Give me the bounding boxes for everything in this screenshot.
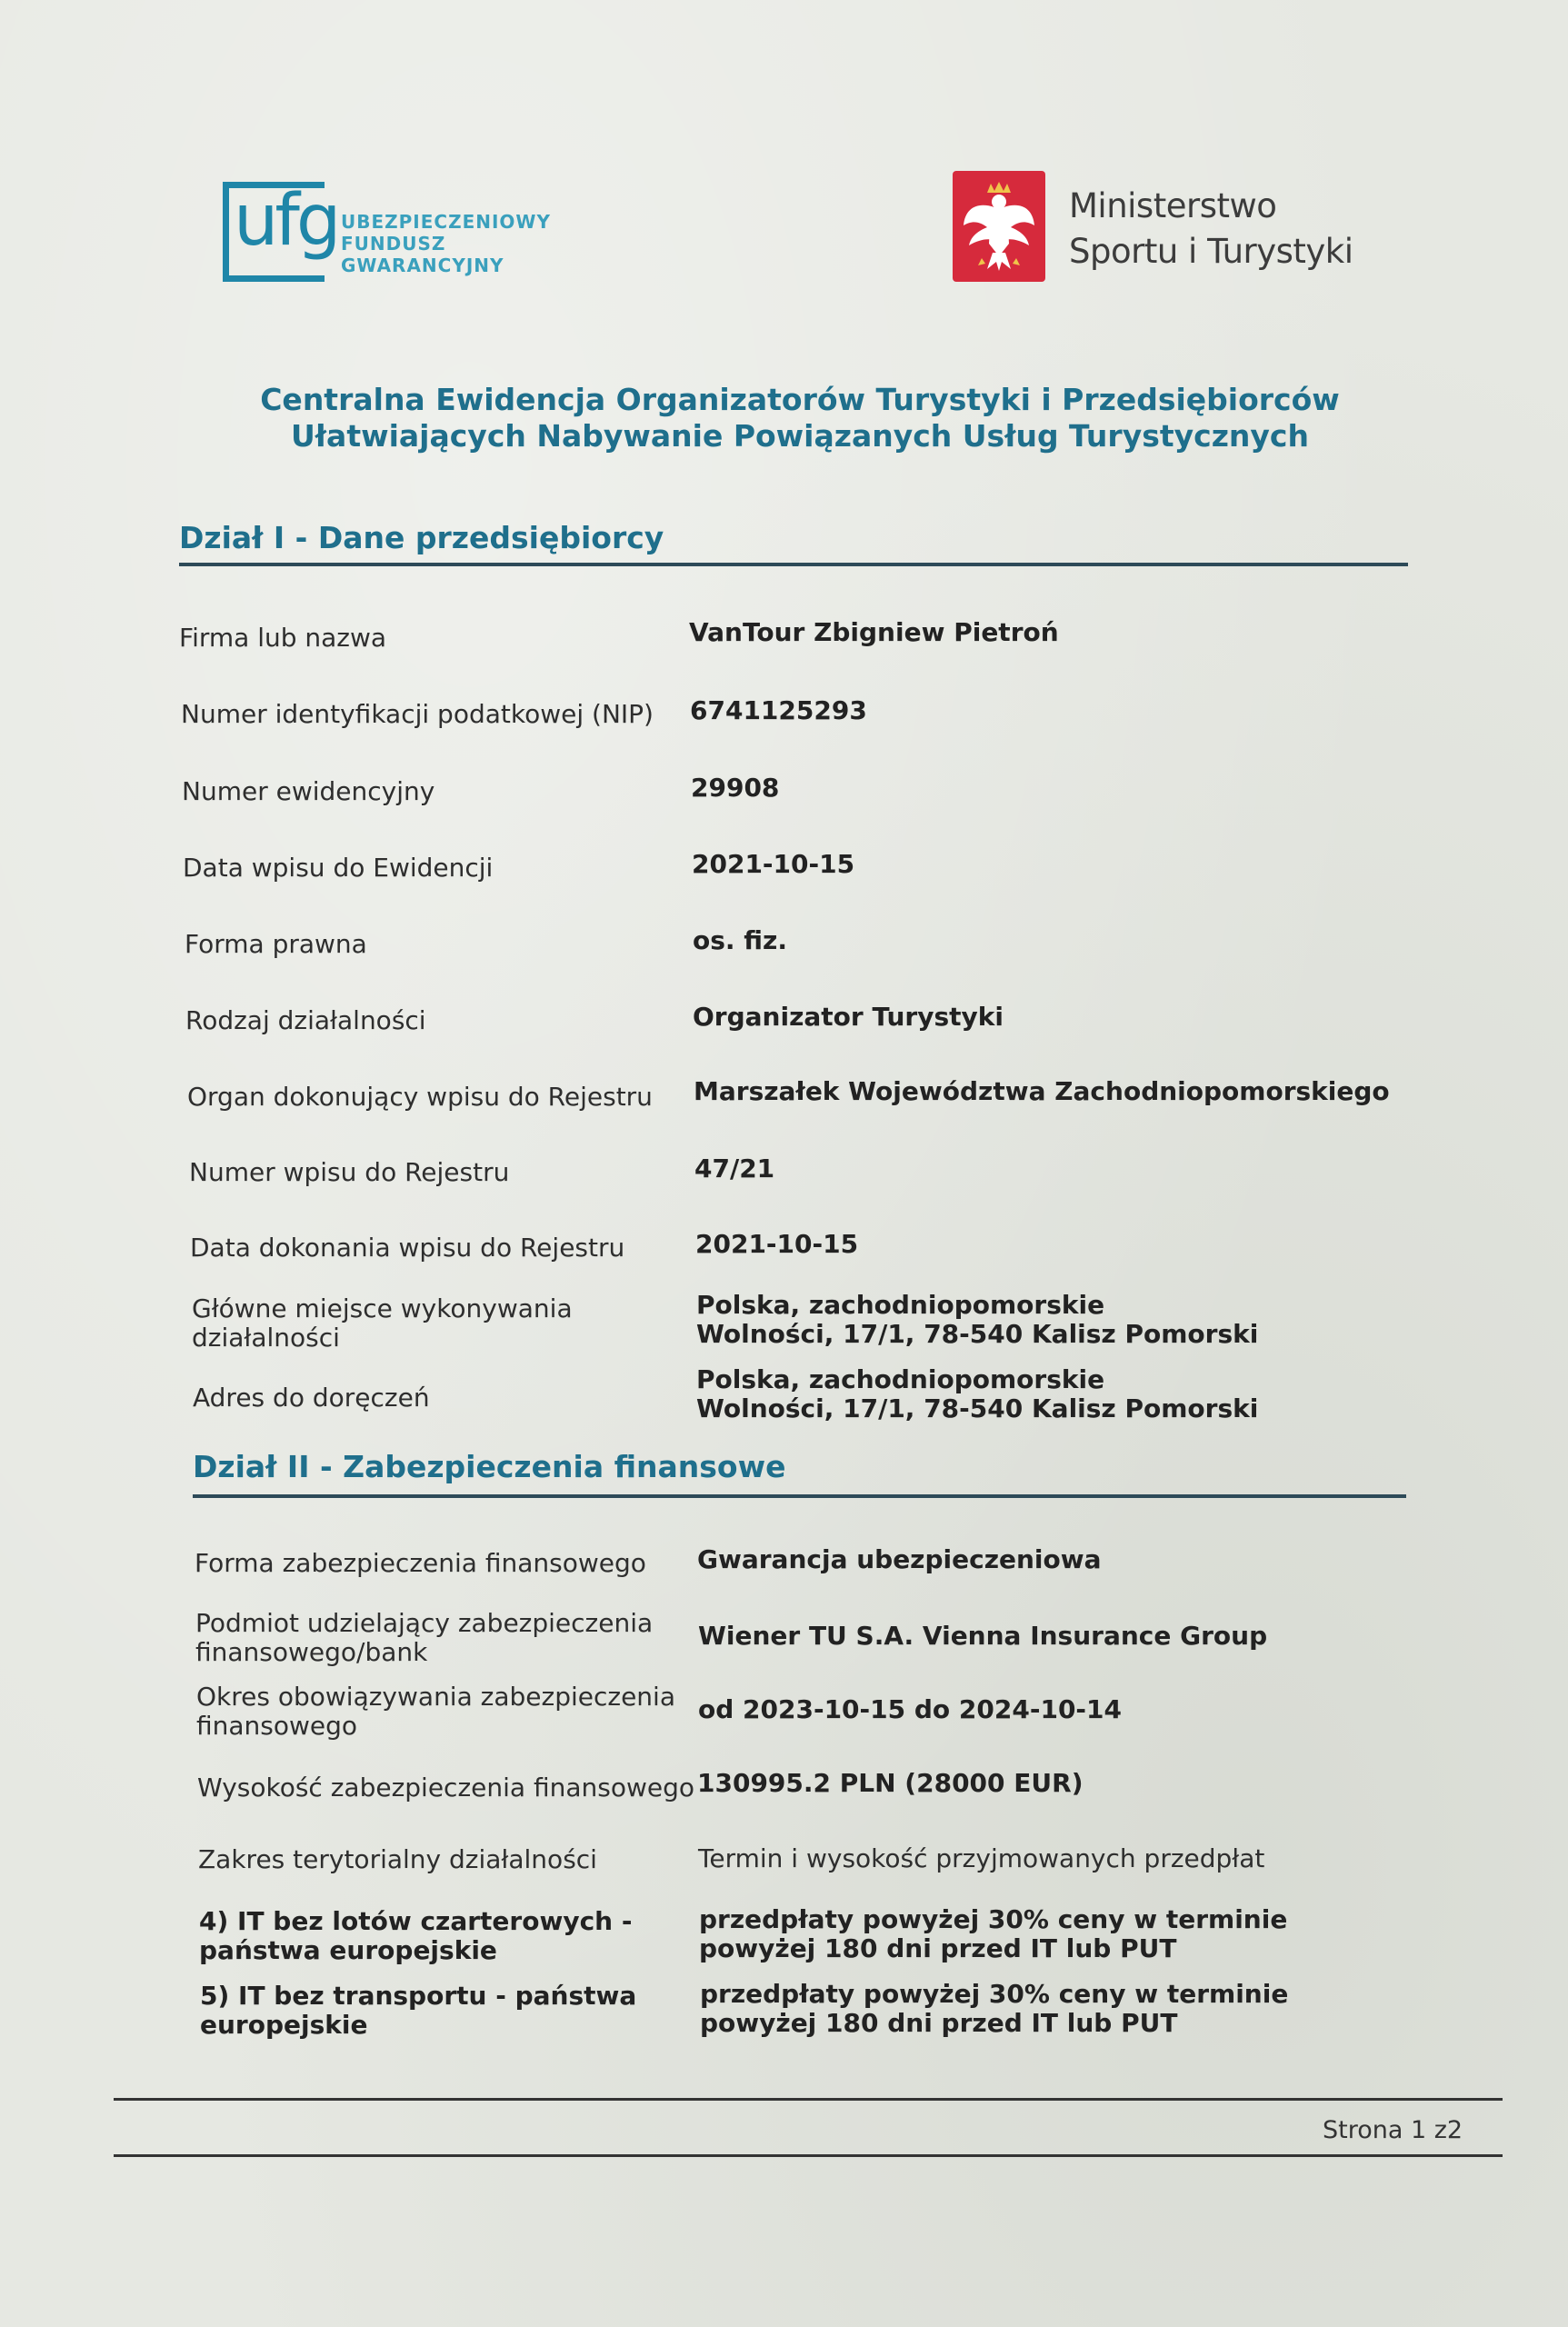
- section-heading: Dział I - Dane przedsiębiorcy: [179, 520, 664, 555]
- field-value: Wiener TU S.A. Vienna Insurance Group: [698, 1621, 1268, 1651]
- footer-divider-top: [114, 2098, 1503, 2101]
- table-cell-scope: [199, 1907, 632, 1965]
- ministry-logo: [953, 171, 1443, 289]
- field-label: Numer ewidencyjny: [182, 776, 435, 806]
- field-value-line: Polska, zachodniopomorskie: [696, 1364, 1105, 1394]
- document-title-line: Centralna Ewidencja Organizatorów Turystyki i Przedsiębiorców: [260, 382, 1340, 417]
- page-number: Strona 1 z2: [1323, 2116, 1463, 2144]
- field-label: Numer wpisu do Rejestru: [189, 1157, 510, 1187]
- ufg-logo-line: GWARANCYJNY: [341, 255, 504, 276]
- field-value: 2021-10-15: [695, 1229, 859, 1259]
- field-value: Organizator Turystyki: [693, 1002, 1004, 1032]
- field-value: Gwarancja ubezpieczeniowa: [697, 1544, 1102, 1574]
- ministry-logo-text: [1069, 184, 1353, 275]
- table-cell-line: przedpłaty powyżej 30% ceny w terminie: [699, 1904, 1288, 1934]
- field-label: Organ dokonujący wpisu do Rejestru: [187, 1082, 653, 1112]
- field-label: Wysokość zabezpieczenia finansowego: [197, 1773, 694, 1803]
- field-value: od 2023-10-15 do 2024-10-14: [698, 1694, 1123, 1724]
- field-value-line: Wolności, 17/1, 78-540 Kalisz Pomorski: [696, 1393, 1259, 1423]
- field-label-line: finansowego/bank: [195, 1637, 428, 1667]
- ministry-logo-line: Ministerstwo: [1069, 186, 1277, 225]
- section-divider: [179, 563, 1408, 566]
- field-label: Adres do doręczeń: [193, 1383, 430, 1413]
- field-label: Forma prawna: [185, 929, 367, 959]
- field-label-line: Okres obowiązywania zabezpieczenia: [196, 1682, 675, 1712]
- field-label: Forma zabezpieczenia finansowego: [195, 1548, 646, 1578]
- table-cell-line: europejskie: [200, 2010, 368, 2040]
- table-cell-line: państwa europejskie: [199, 1935, 497, 1965]
- table-cell-terms: [699, 1905, 1287, 1963]
- field-label: [195, 1609, 653, 1667]
- ufg-logo-line: FUNDUSZ: [341, 233, 446, 255]
- field-label: Firma lub nazwa: [179, 623, 387, 653]
- field-label-line: finansowego: [196, 1711, 358, 1741]
- field-value: [696, 1365, 1258, 1423]
- field-value: 29908: [691, 773, 780, 803]
- field-value: [696, 1291, 1258, 1349]
- footer-divider-bottom: [114, 2154, 1503, 2157]
- field-label-line: Główne miejsce wykonywania: [192, 1293, 573, 1323]
- field-label: Data dokonania wpisu do Rejestru: [190, 1233, 625, 1263]
- field-value: VanTour Zbigniew Pietroń: [689, 617, 1059, 647]
- field-value: 130995.2 PLN (28000 EUR): [697, 1768, 1084, 1798]
- table-header: Termin i wysokość przyjmowanych przedpłat: [698, 1843, 1265, 1873]
- field-label: Data wpisu do Ewidencji: [183, 853, 494, 883]
- field-value: Marszałek Województwa Zachodniopomorskiego: [694, 1076, 1390, 1106]
- table-cell-scope: [200, 1982, 636, 2040]
- polish-eagle-emblem-icon: [953, 171, 1045, 282]
- ufg-logo-mark: ufg: [234, 180, 338, 262]
- field-value-line: Polska, zachodniopomorskie: [696, 1290, 1105, 1320]
- table-cell-line: powyżej 180 dni przed IT lub PUT: [700, 2008, 1178, 2038]
- field-label: [196, 1683, 675, 1741]
- table-cell-terms: [700, 1980, 1288, 2038]
- table-header: Zakres terytorialny działalności: [198, 1844, 597, 1874]
- field-label: [192, 1294, 573, 1353]
- table-cell-line: 5) IT bez transportu - państwa: [200, 1981, 637, 2011]
- field-label: Numer identyfikacji podatkowej (NIP): [181, 699, 654, 729]
- field-value-line: Wolności, 17/1, 78-540 Kalisz Pomorski: [696, 1319, 1259, 1349]
- field-label-line: działalności: [192, 1323, 340, 1353]
- ufg-logo: [223, 178, 604, 296]
- document-title-line: Ułatwiających Nabywanie Powiązanych Usług Turystycznych: [291, 418, 1309, 454]
- field-value: 6741125293: [690, 695, 867, 725]
- table-cell-line: 4) IT bez lotów czarterowych -: [199, 1906, 633, 1936]
- table-cell-line: powyżej 180 dni przed IT lub PUT: [699, 1933, 1177, 1963]
- ufg-logo-line: UBEZPIECZENIOWY: [341, 211, 551, 233]
- document-title: [164, 382, 1436, 454]
- field-value: 2021-10-15: [692, 849, 855, 879]
- table-cell-line: przedpłaty powyżej 30% ceny w terminie: [700, 1979, 1289, 2009]
- field-value: 47/21: [694, 1154, 775, 1183]
- field-value: os. fiz.: [693, 925, 787, 955]
- section-heading: Dział II - Zabezpieczenia finansowe: [193, 1449, 786, 1484]
- section-divider: [193, 1494, 1406, 1498]
- ministry-logo-line: Sportu i Turystyki: [1069, 232, 1353, 271]
- field-label: Rodzaj działalności: [185, 1005, 426, 1035]
- ufg-logo-text: [341, 211, 551, 276]
- field-label-line: Podmiot udzielający zabezpieczenia: [195, 1608, 654, 1638]
